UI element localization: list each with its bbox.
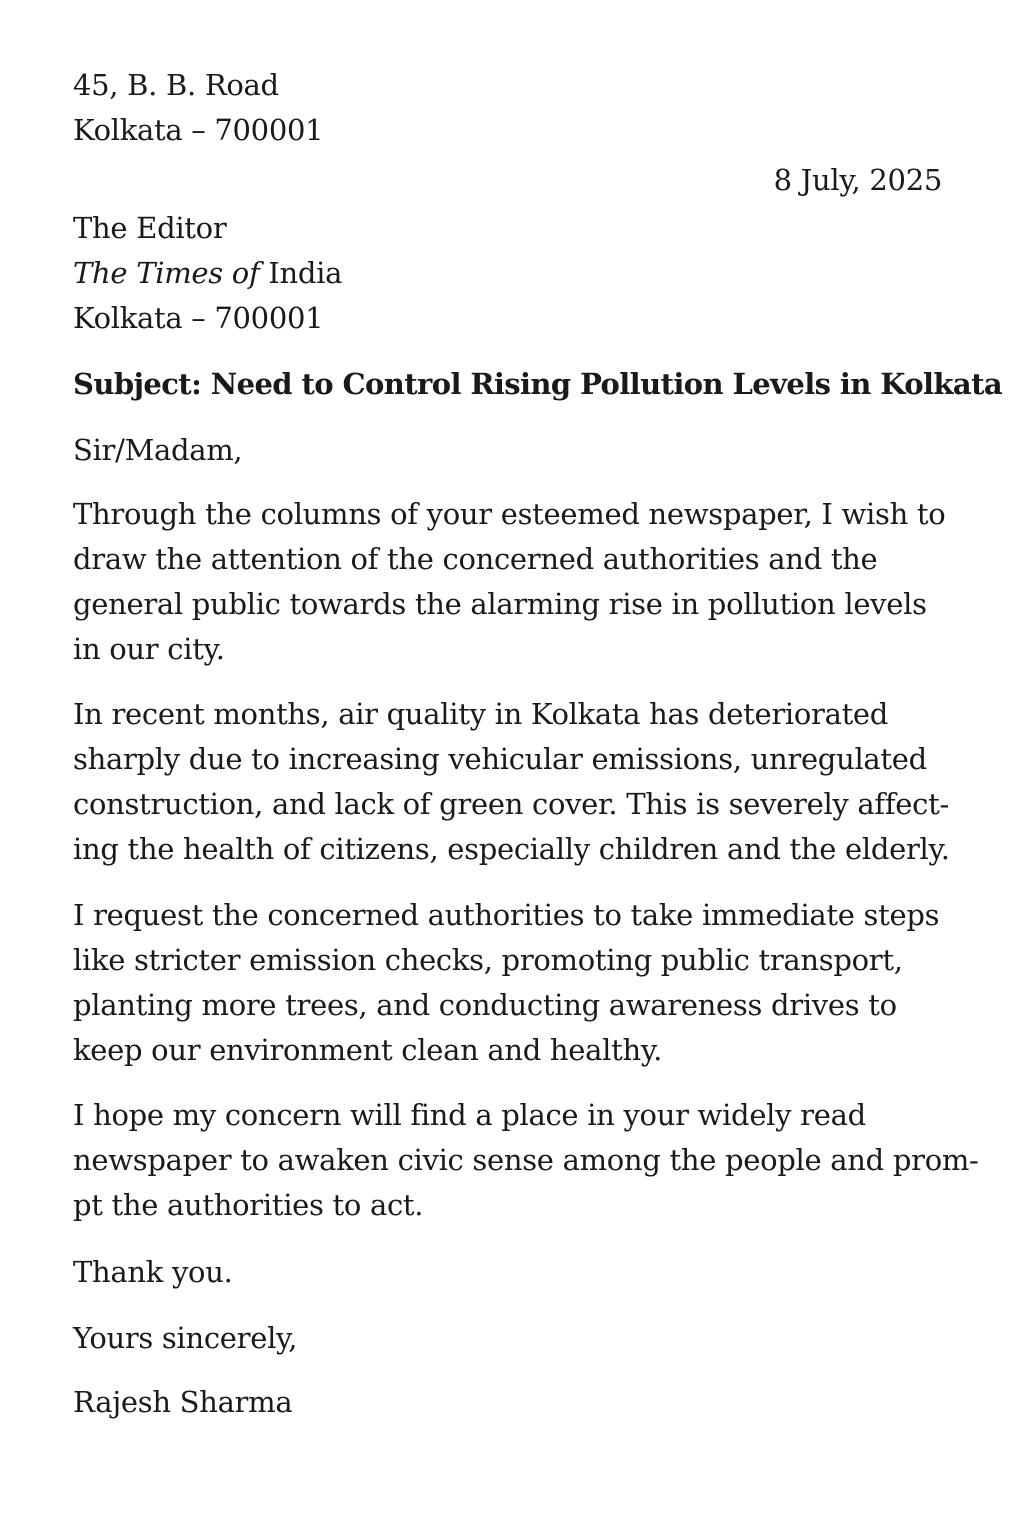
signature-text: Rajesh Sharma — [73, 1385, 293, 1419]
recipient-city: Kolkata – 700001 — [73, 301, 324, 335]
thanks-line — [73, 1250, 963, 1295]
closing-text: Yours sincerely, — [73, 1321, 298, 1355]
paragraph-line: general public towards the alarming rise in pollution levels — [73, 587, 927, 621]
sender-address-line: 45, B. B. Road — [73, 68, 279, 102]
letter-subject — [73, 362, 1003, 407]
paragraph-line: newspaper to awaken civic sense among the people and prom- — [73, 1143, 979, 1177]
body-paragraph-3 — [73, 893, 963, 1073]
body-paragraph-1 — [73, 492, 963, 672]
sender-address — [73, 63, 963, 153]
paragraph-line: sharply due to increasing vehicular emissions, unregulated — [73, 742, 927, 776]
salutation-text: Sir/Madam, — [73, 433, 243, 467]
paragraph-line: Through the columns of your esteemed newspaper, I wish to — [73, 497, 946, 531]
closing-line — [73, 1316, 963, 1361]
signature-name — [73, 1380, 963, 1425]
paragraph-line: construction, and lack of green cover. This is severely affect- — [73, 787, 949, 821]
newspaper-name-rest: India — [259, 256, 343, 290]
paragraph-line: like stricter emission checks, promoting public transport, — [73, 943, 903, 977]
paragraph-line: I request the concerned authorities to take immediate steps — [73, 898, 940, 932]
letter-date: 8 July, 2025 — [773, 163, 942, 197]
subject-text: Subject: Need to Control Rising Pollution Levels in Kolkata — [73, 367, 1003, 401]
body-paragraph-2 — [73, 692, 963, 872]
newspaper-name-italic: The Times of — [73, 256, 260, 290]
recipient-address — [73, 206, 963, 341]
body-paragraph-4 — [73, 1093, 979, 1228]
paragraph-line: in our city. — [73, 632, 225, 666]
salutation — [73, 428, 963, 473]
paragraph-line: draw the attention of the concerned authorities and the — [73, 542, 878, 576]
paragraph-line: keep our environment clean and healthy. — [73, 1033, 663, 1067]
recipient-title: The Editor — [73, 211, 227, 245]
paragraph-line: planting more trees, and conducting awareness drives to — [73, 988, 897, 1022]
sender-address-line: Kolkata – 700001 — [73, 113, 324, 147]
thanks-text: Thank you. — [73, 1255, 233, 1289]
paragraph-line: I hope my concern will find a place in your widely read — [73, 1098, 866, 1132]
paragraph-line: In recent months, air quality in Kolkata has deteriorated — [73, 697, 889, 731]
paragraph-line: ing the health of citizens, especially children and the elderly. — [73, 832, 950, 866]
recipient-newspaper — [73, 251, 963, 296]
paragraph-line: pt the authorities to act. — [73, 1188, 424, 1222]
